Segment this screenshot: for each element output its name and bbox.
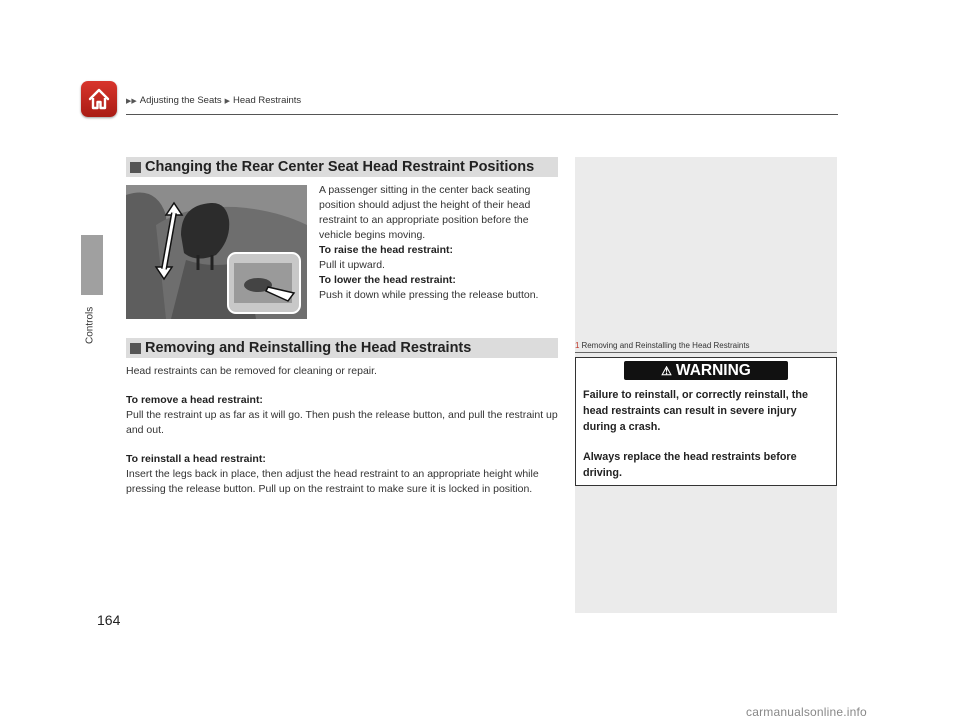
breadcrumb-item-head-restraints[interactable]: Head Restraints [233, 95, 302, 106]
home-button[interactable] [81, 81, 117, 117]
lower-text: Push it down while pressing the release button. [319, 289, 539, 301]
warning-text-1: Failure to reinstall, or correctly reinstall, the head restraints can result in severe injury during a crash. [583, 389, 809, 433]
header-divider [126, 114, 838, 115]
head-restraint-illustration [126, 185, 307, 319]
raise-text: Pull it upward. [319, 259, 385, 271]
section1-description [319, 183, 559, 303]
page-number: 164 [97, 612, 121, 628]
remove-heading: To remove a head restraint: [126, 394, 263, 406]
notes-divider [575, 352, 837, 353]
section-tab-label: Controls [84, 306, 96, 344]
triangle-right-icon: ▶ [224, 97, 231, 105]
warning-label-text: WARNING [675, 361, 751, 379]
section-title: Changing the Rear Center Seat Head Restraint Positions [145, 159, 535, 175]
notes-title [575, 341, 837, 350]
lower-heading: To lower the head restraint: [319, 274, 456, 286]
section1-intro: A passenger sitting in the center back seating position should adjust the height of their head restraint to an appropriate position before the vehicle begins moving. [319, 184, 531, 241]
reinstall-text: Insert the legs back in place, then adjust the head restraint to an appropriate height while pressing the release button. Pull up on the restraint to make sure it is locked in position. [126, 468, 539, 495]
breadcrumb-item-seats[interactable]: Adjusting the Seats [139, 95, 222, 106]
warning-text [583, 387, 831, 481]
section2-body [126, 364, 562, 497]
notes-title-text[interactable]: Removing and Reinstalling the Head Restraints [581, 341, 750, 350]
section-tab[interactable] [81, 235, 103, 295]
warning-text-2: Always replace the head restraints before driving. [583, 451, 797, 479]
section-header-changing-positions [126, 157, 558, 177]
section-title: Removing and Reinstalling the Head Restraints [145, 340, 472, 356]
triangle-right-icon: ▶▶ [126, 97, 137, 105]
section2-intro: Head restraints can be removed for cleaning or repair. [126, 365, 377, 377]
breadcrumb [126, 95, 301, 106]
square-bullet-icon [130, 343, 141, 354]
warning-box [575, 357, 837, 486]
reference-mark: 1 [575, 341, 580, 350]
warning-label [624, 361, 788, 380]
raise-heading: To raise the head restraint: [319, 244, 454, 256]
section-header-removing [126, 338, 558, 358]
reinstall-heading: To reinstall a head restraint: [126, 453, 266, 465]
watermark: carmanualsonline.info [746, 705, 867, 719]
remove-text: Pull the restraint up as far as it will go. Then push the release button, and pull the restraint up and out. [126, 409, 558, 436]
warning-triangle-icon: ⚠ [661, 363, 672, 378]
home-icon [87, 87, 111, 111]
square-bullet-icon [130, 162, 141, 173]
